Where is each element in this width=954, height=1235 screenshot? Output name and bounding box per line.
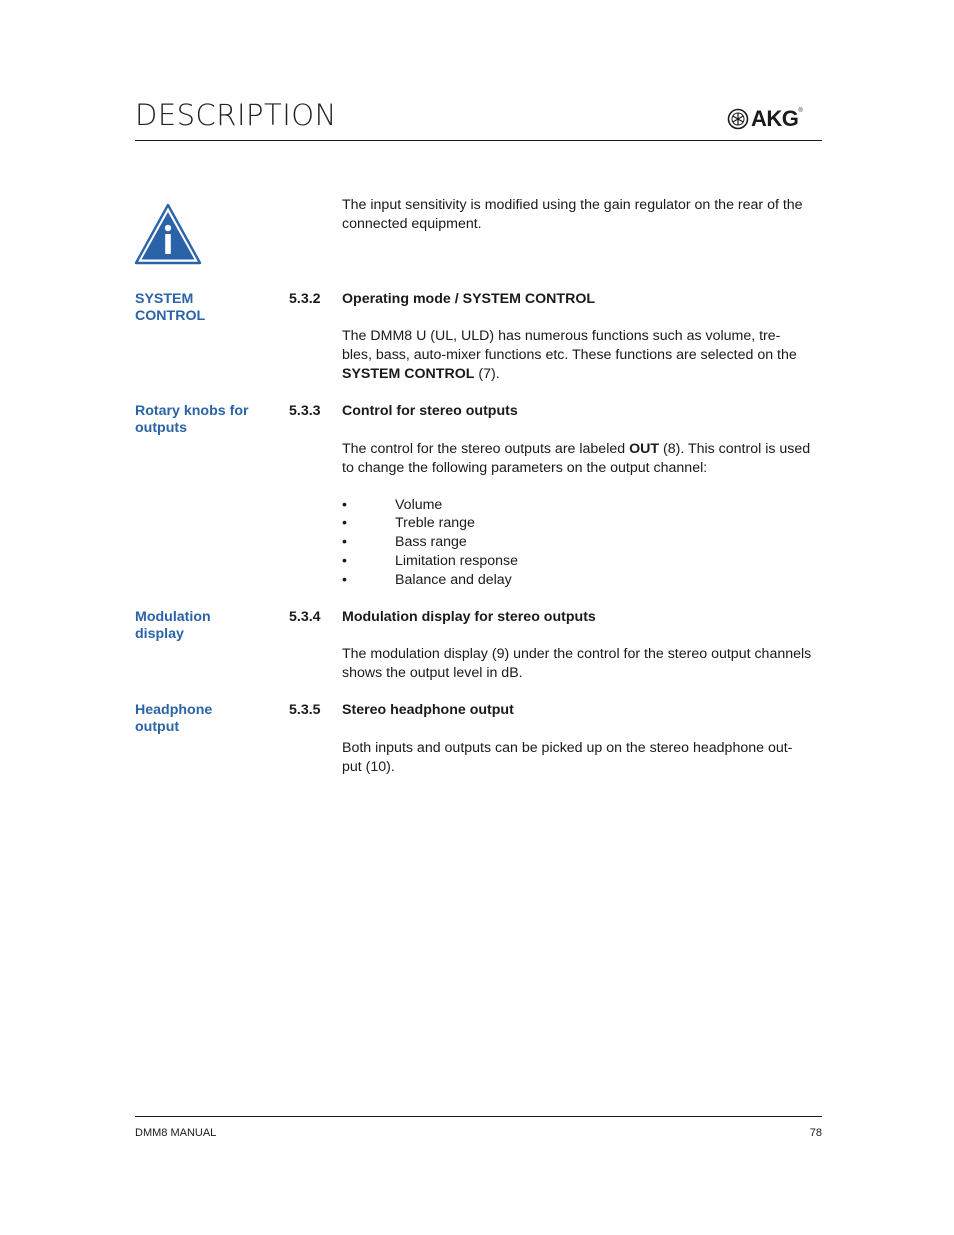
side-label-rotary-knobs: Rotary knobs for outputs <box>135 403 249 436</box>
akg-logo-icon <box>727 108 749 130</box>
list-item-text: Bass range <box>395 534 467 550</box>
page-title: DESCRIPTION <box>135 98 337 132</box>
footer-manual-title: DMM8 MANUAL <box>135 1127 217 1139</box>
section-title: Operating mode / SYSTEM CONTROL <box>342 291 596 307</box>
section-title: Control for stereo outputs <box>342 403 518 419</box>
page-number: 78 <box>809 1127 822 1139</box>
bullet: • <box>342 497 347 513</box>
bullet: • <box>342 553 347 569</box>
paragraph-text: The control for the stereo outputs are labeled <box>342 441 630 457</box>
side-label-modulation-display: Modulation display <box>135 609 211 642</box>
section-paragraph <box>342 440 812 478</box>
section-paragraph: The modulation display (9) under the control for the stereo output channels shows the output level in dB. <box>342 646 812 681</box>
section-number: 5.3.4 <box>289 609 321 625</box>
list-item-text: Limitation response <box>395 553 519 569</box>
list-item-text: Volume <box>395 497 443 513</box>
section-title: Stereo headphone output <box>342 702 514 718</box>
section-number: 5.3.3 <box>289 403 321 419</box>
logo-text: AKG <box>751 106 799 131</box>
section-paragraph <box>342 327 804 384</box>
footer-rule <box>135 1116 822 1117</box>
paragraph-text: The DMM8 U (UL, ULD) has numerous functions such as volume, tre-bles, bass, auto-mixer functions etc. These functions are selected on the <box>342 328 797 363</box>
paragraph-text: (8). This control is used to change the following parameters on the output channel: <box>342 441 811 476</box>
list-item-text: Treble range <box>395 515 475 531</box>
section-number: 5.3.2 <box>289 291 321 307</box>
registered-mark: ® <box>798 108 803 114</box>
akg-logo <box>727 106 803 132</box>
paragraph-bold: OUT <box>629 441 660 457</box>
info-icon-wrapper <box>134 203 202 270</box>
header-rule <box>135 140 822 141</box>
info-triangle-icon <box>134 203 202 265</box>
section-paragraph: Both inputs and outputs can be picked up on the stereo headphone out-put (10). <box>342 740 793 775</box>
section-title: Modulation display for stereo outputs <box>342 609 596 625</box>
section-number: 5.3.5 <box>289 702 321 718</box>
side-label-headphone-output: Headphone output <box>135 702 213 735</box>
paragraph-text: (7). <box>474 366 500 382</box>
list-item-text: Balance and delay <box>395 572 512 588</box>
bullet: • <box>342 515 347 531</box>
bullet: • <box>342 572 347 588</box>
paragraph-bold: SYSTEM CONTROL <box>342 366 475 382</box>
side-label-system-control: SYSTEM CONTROL <box>135 291 206 324</box>
bullet: • <box>342 534 347 550</box>
info-note: The input sensitivity is modified using the gain regulator on the rear of the connected equipment. <box>342 197 803 232</box>
